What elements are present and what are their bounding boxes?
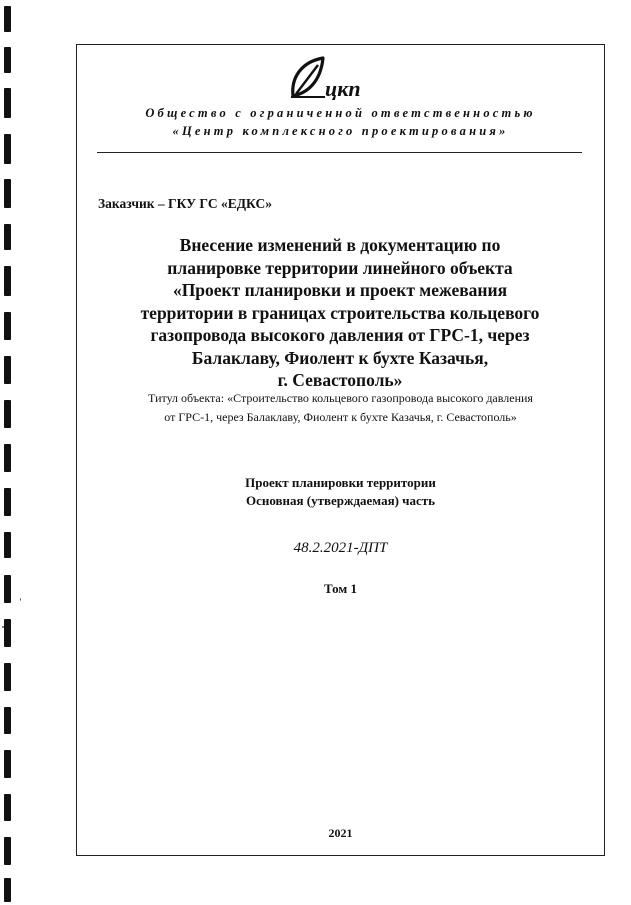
binding-mark	[4, 750, 11, 778]
binding-mark	[4, 47, 11, 73]
binding-mark	[4, 88, 11, 118]
binding-mark	[4, 575, 11, 603]
title-line: Балаклаву, Фиолент к бухте Казачья,	[191, 347, 489, 368]
scan-speck	[2, 626, 4, 628]
binding-mark	[4, 134, 11, 164]
title-line: г. Севастополь»	[277, 370, 403, 390]
object-title-line: Титул объекта: «Строительство кольцевого газопровода высокого давления	[148, 391, 533, 405]
binding-mark	[4, 179, 11, 208]
binding-mark	[4, 488, 11, 516]
binding-mark	[4, 878, 11, 902]
section-line1: Проект планировки территории	[245, 475, 436, 490]
binding-mark	[4, 224, 11, 250]
document-title	[90, 234, 590, 392]
section-heading	[76, 474, 605, 510]
customer-label: Заказчик – ГКУ ГС «ЕДКС»	[98, 196, 272, 211]
company-logo	[285, 56, 375, 100]
binding-mark	[4, 356, 11, 384]
volume-label: Том 1	[324, 581, 357, 596]
title-line: газопровода высокого давления от ГРС-1, через	[150, 325, 530, 345]
header-divider	[97, 152, 582, 153]
binding-mark	[4, 266, 11, 296]
binding-mark	[4, 794, 11, 821]
binding-mark	[4, 619, 11, 647]
document-code: 48.2.2021-ДПТ	[293, 540, 388, 556]
title-line: «Проект планировки и проект межевания	[172, 280, 508, 300]
binding-mark	[4, 837, 11, 865]
object-title-line: от ГРС-1, через Балаклаву, Фиолент к бухте Казачья, г. Севастополь»	[164, 410, 517, 424]
leaf-icon	[291, 58, 325, 97]
logo-text: цкп	[325, 76, 361, 100]
title-line: территории в границах строительства кольцевого	[140, 302, 540, 323]
scan-speck	[20, 598, 21, 601]
object-title	[76, 389, 605, 427]
binding-mark	[4, 663, 11, 691]
binding-mark	[4, 6, 11, 32]
section-line2: Основная (утверждаемая) часть	[245, 493, 436, 508]
title-line: Внесение изменений в документацию по	[179, 235, 501, 255]
year-label: 2021	[328, 826, 353, 840]
binding-marks	[4, 0, 14, 905]
binding-mark	[4, 312, 11, 340]
organization-name-line2: «Центр комплексного проектирования»	[172, 124, 509, 138]
title-line: планировке территории линейного объекта	[167, 257, 513, 278]
binding-mark	[4, 444, 11, 472]
binding-mark	[4, 707, 11, 734]
organization-name-line1: Общество с ограниченной ответственностью	[145, 106, 536, 120]
binding-mark	[4, 400, 11, 428]
binding-mark	[4, 532, 11, 558]
page-frame	[76, 44, 605, 856]
